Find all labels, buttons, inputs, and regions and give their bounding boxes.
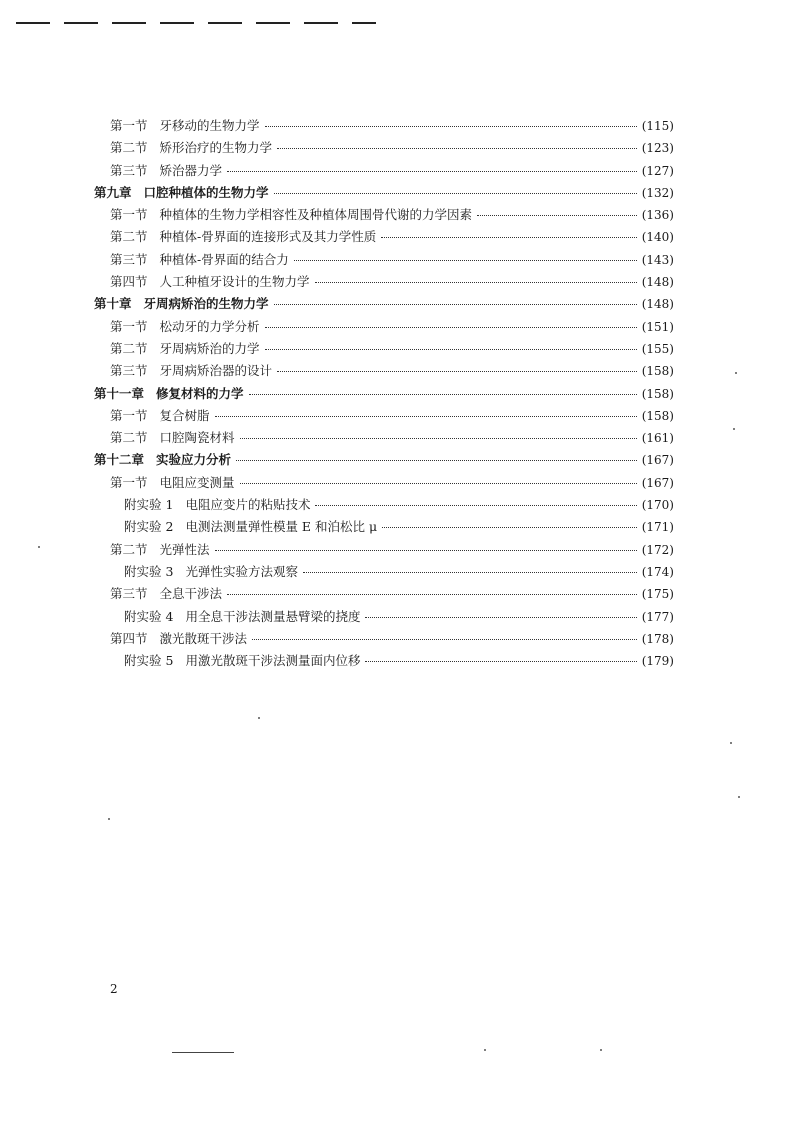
toc-entry-row [94, 629, 674, 651]
toc-entry-page: (123) [641, 141, 674, 156]
toc-entry-title: 激光散斑干涉法 [159, 630, 248, 646]
toc-entry-title: 牙移动的生物力学 [159, 118, 260, 133]
dot-leader [294, 260, 637, 261]
toc-entry-title: 矫形治疗的生物力学 [159, 140, 273, 156]
toc-entry-label: 第二节 [110, 229, 148, 245]
toc-entry-label: 第四节 [110, 630, 148, 646]
toc-entry-label: 第一节 [110, 318, 148, 334]
toc-entry-page: (167) [641, 475, 674, 490]
toc-entry-label: 附实验 3 [124, 563, 174, 579]
toc-entry-page: (177) [641, 609, 674, 624]
toc-entry-row [94, 317, 674, 339]
dot-leader [265, 327, 637, 328]
toc-entry-page: (132) [641, 185, 674, 200]
toc-entry-label: 第四节 [110, 274, 148, 290]
toc-entry-title: 用全息干涉法测量悬臂梁的挠度 [185, 608, 361, 624]
toc-entry-title: 矫治器力学 [159, 162, 223, 178]
toc-entry-page: (158) [641, 386, 674, 401]
toc-entry-row [94, 227, 674, 249]
toc-entry-label: 第二节 [110, 541, 148, 557]
toc-entry-row [94, 428, 674, 450]
toc-chapter-row [94, 294, 674, 316]
toc-entry-row [94, 517, 674, 539]
toc-entry-title: 人工种植牙设计的生物力学 [159, 274, 310, 290]
toc-entry-row [94, 473, 674, 495]
toc-entry-title: 种植体的生物力学相容性及种植体周围骨代谢的力学因素 [159, 207, 473, 223]
page-number: 2 [110, 982, 118, 996]
toc-entry-title: 光弹性法 [159, 541, 210, 557]
dot-leader [240, 483, 637, 484]
toc-entry-label: 第九章 [94, 184, 132, 200]
toc-entry-label: 第十一章 [94, 385, 145, 401]
toc-entry-title: 电测法测量弹性模量 E 和泊松比 μ [185, 519, 378, 535]
toc-entry-page: (178) [641, 631, 674, 646]
toc-entry-row [94, 250, 674, 272]
toc-entry-title: 光弹性实验方法观察 [185, 563, 298, 579]
toc-entry-row [94, 138, 674, 160]
dot-leader [240, 438, 637, 439]
toc-entry-label: 附实验 4 [124, 608, 174, 624]
toc-entry-label: 第三节 [110, 251, 148, 267]
toc-entry-row [94, 562, 674, 584]
toc-entry-row [94, 116, 674, 138]
dot-leader [227, 171, 637, 172]
toc-entry-label: 附实验 1 [124, 497, 174, 513]
dot-leader [265, 126, 637, 127]
toc-chapter-row [94, 384, 674, 406]
dot-leader [303, 572, 637, 573]
scan-speck [730, 742, 732, 744]
toc-entry-title: 复合树脂 [159, 407, 210, 423]
toc-entry-title: 电阻应变测量 [159, 474, 235, 490]
dot-leader [249, 394, 637, 395]
toc-entry-title: 种植体-骨界面的连接形式及其力学性质 [159, 229, 377, 245]
toc-entry-label: 第一节 [110, 474, 148, 490]
toc-entry-page: (151) [641, 319, 674, 334]
toc-entry-title: 全息干涉法 [159, 586, 223, 602]
toc-entry-page: (171) [641, 520, 674, 535]
toc-entry-label: 第一节 [110, 207, 148, 223]
scan-speck [258, 717, 260, 719]
toc-entry-label: 第三节 [110, 586, 148, 602]
scan-speck [733, 428, 735, 430]
toc-entry-page: (115) [641, 119, 674, 133]
toc-entry-label: 附实验 5 [124, 653, 174, 669]
toc-entry-page: (143) [641, 252, 674, 267]
toc-entry-title: 牙周病矫治的生物力学 [143, 296, 269, 312]
toc-entry-row [94, 584, 674, 606]
toc-entry-page: (155) [641, 341, 674, 356]
toc-entry-row [94, 205, 674, 227]
toc-entry-page: (127) [641, 163, 674, 178]
toc-entry-page: (175) [641, 587, 674, 602]
dot-leader [381, 237, 636, 238]
scan-speck [735, 372, 737, 374]
dot-leader [365, 617, 636, 618]
dot-leader [365, 661, 636, 662]
toc-chapter-row [94, 450, 674, 472]
toc-entry-title: 用激光散斑干涉法测量面内位移 [185, 653, 361, 669]
toc-entry-row [94, 651, 674, 673]
dot-leader [215, 550, 637, 551]
toc-entry-page: (161) [641, 431, 674, 446]
toc-entry-page: (174) [641, 564, 674, 579]
dot-leader [382, 527, 637, 528]
dot-leader [315, 282, 637, 283]
dot-leader [227, 594, 637, 595]
toc-entry-row [94, 607, 674, 629]
scan-speck [108, 818, 110, 820]
toc-entry-label: 第二节 [110, 340, 148, 356]
dot-leader [315, 505, 636, 506]
toc-entry-title: 电阻应变片的粘贴技术 [185, 497, 311, 513]
toc-entry-row [94, 339, 674, 361]
toc-entry-row [94, 495, 674, 517]
scan-speck [600, 1049, 602, 1051]
toc-chapter-row [94, 183, 674, 205]
toc-entry-title: 修复材料的力学 [156, 385, 244, 401]
dot-leader [252, 639, 637, 640]
toc-entry-row [94, 540, 674, 562]
footer-rule [172, 1052, 234, 1053]
toc-entry-page: (179) [641, 654, 674, 669]
toc-entry-label: 第十章 [94, 296, 132, 312]
toc-entry-page: (167) [641, 453, 674, 468]
toc-entry-title: 松动牙的力学分析 [159, 318, 260, 334]
toc-entry-label: 第一节 [110, 118, 148, 133]
scan-speck [738, 796, 740, 798]
toc-entry-label: 附实验 2 [124, 519, 174, 535]
toc-entry-title: 牙周病矫治器的设计 [159, 363, 273, 379]
dot-leader [277, 148, 637, 149]
scan-speck [38, 546, 40, 548]
toc-entry-title: 口腔陶瓷材料 [159, 430, 235, 446]
dot-leader [477, 215, 637, 216]
dot-leader [274, 193, 637, 194]
toc-entry-page: (158) [641, 364, 674, 379]
toc-entry-row [94, 361, 674, 383]
toc-entry-page: (148) [641, 275, 674, 290]
toc-entry-title: 牙周病矫治的力学 [159, 340, 260, 356]
toc-entry-row [94, 406, 674, 428]
dot-leader [215, 416, 637, 417]
dot-leader [236, 460, 637, 461]
toc-entry-title: 实验应力分析 [156, 452, 232, 468]
table-of-contents [94, 116, 674, 673]
toc-entry-label: 第三节 [110, 162, 148, 178]
toc-entry-row [94, 272, 674, 294]
toc-entry-label: 第二节 [110, 140, 148, 156]
toc-entry-page: (158) [641, 408, 674, 423]
dot-leader [274, 304, 637, 305]
toc-entry-page: (136) [641, 208, 674, 223]
toc-entry-page: (148) [641, 297, 674, 312]
dot-leader [265, 349, 637, 350]
dot-leader [277, 371, 637, 372]
toc-entry-title: 种植体-骨界面的结合力 [159, 251, 289, 267]
toc-entry-title: 口腔种植体的生物力学 [143, 184, 269, 200]
toc-entry-page: (172) [641, 542, 674, 557]
toc-entry-label: 第十二章 [94, 452, 145, 468]
toc-entry-label: 第一节 [110, 407, 148, 423]
toc-entry-label: 第三节 [110, 363, 148, 379]
toc-entry-page: (170) [641, 498, 674, 513]
scan-speck [484, 1049, 486, 1051]
toc-entry-row [94, 161, 674, 183]
toc-entry-label: 第二节 [110, 430, 148, 446]
header-rule [16, 22, 376, 24]
toc-entry-page: (140) [641, 230, 674, 245]
